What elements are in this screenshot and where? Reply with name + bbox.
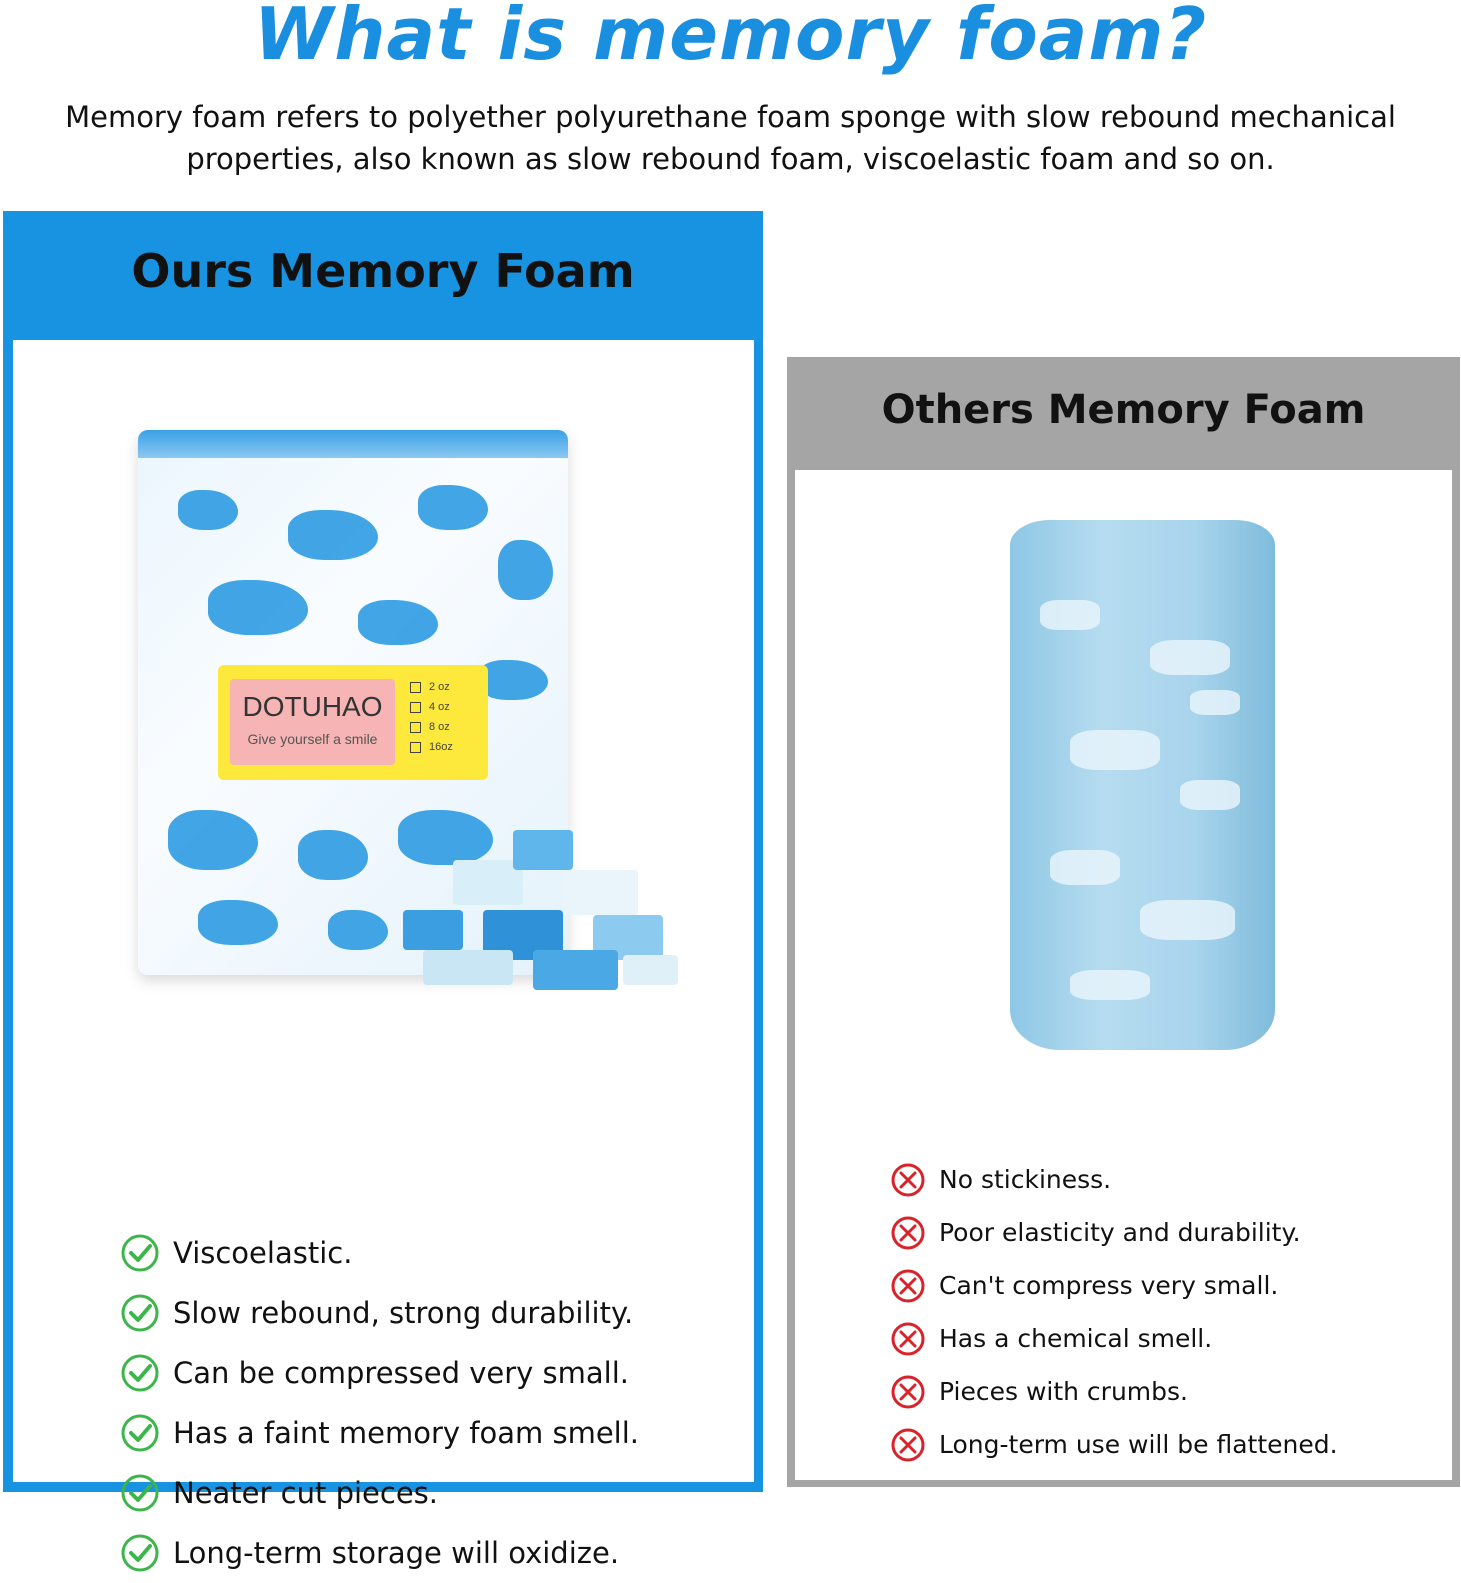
brand-name: DOTUHAO xyxy=(242,691,383,722)
others-heading: Others Memory Foam xyxy=(881,387,1366,433)
list-item xyxy=(119,1223,639,1283)
x-circle-icon xyxy=(889,1161,927,1199)
size-options xyxy=(410,677,453,757)
list-item xyxy=(889,1312,1338,1365)
list-item xyxy=(889,1153,1338,1206)
others-content xyxy=(795,470,1452,1480)
list-item xyxy=(119,1523,639,1583)
product-label xyxy=(218,665,488,780)
list-item xyxy=(889,1365,1338,1418)
drawback-text: Can't compress very small. xyxy=(939,1271,1279,1300)
drawback-text: Has a chemical smell. xyxy=(939,1324,1213,1353)
feature-text: Long-term storage will oxidize. xyxy=(173,1536,620,1570)
intro-text: Memory foam refers to polyether polyurethane foam sponge with slow rebound mechanical properties, also known as slow rebound foam, viscoelastic foam and so on. xyxy=(65,100,1396,176)
checkbox-icon xyxy=(410,722,421,733)
ours-content xyxy=(13,340,754,1570)
check-circle-icon xyxy=(119,1292,161,1334)
drawback-text: Pieces with crumbs. xyxy=(939,1377,1188,1406)
x-circle-icon xyxy=(889,1373,927,1411)
feature-text: Neater cut pieces. xyxy=(173,1476,438,1510)
foam-roll-image xyxy=(1010,520,1275,1050)
ours-panel xyxy=(3,211,763,1570)
x-circle-icon xyxy=(889,1320,927,1358)
size-option: 16oz xyxy=(429,741,453,753)
others-drawback-list xyxy=(889,1153,1338,1471)
list-item xyxy=(889,1418,1338,1471)
list-item xyxy=(119,1463,639,1523)
size-option: 2 oz xyxy=(429,681,450,693)
list-item xyxy=(889,1206,1338,1259)
drawback-text: Poor elasticity and durability. xyxy=(939,1218,1301,1247)
checkbox-icon xyxy=(410,682,421,693)
list-item xyxy=(119,1283,639,1343)
size-option: 4 oz xyxy=(429,701,450,713)
brand-tagline: Give yourself a smile xyxy=(247,731,378,747)
bag-zipper xyxy=(138,430,568,458)
feature-text: Can be compressed very small. xyxy=(173,1356,630,1390)
list-item xyxy=(889,1259,1338,1312)
x-circle-icon xyxy=(889,1267,927,1305)
feature-text: Viscoelastic. xyxy=(173,1236,353,1270)
page-title: What is memory foam? xyxy=(253,0,1208,76)
check-circle-icon xyxy=(119,1232,161,1274)
size-option: 8 oz xyxy=(429,721,450,733)
list-item xyxy=(119,1343,639,1403)
x-circle-icon xyxy=(889,1214,927,1252)
others-panel xyxy=(787,357,1460,1487)
check-circle-icon xyxy=(119,1352,161,1394)
drawback-text: No stickiness. xyxy=(939,1165,1112,1194)
x-circle-icon xyxy=(889,1426,927,1464)
feature-text: Slow rebound, strong durability. xyxy=(173,1296,634,1330)
checkbox-icon xyxy=(410,742,421,753)
feature-text: Has a faint memory foam smell. xyxy=(173,1416,640,1450)
drawback-text: Long-term use will be flattened. xyxy=(939,1430,1338,1459)
list-item xyxy=(119,1403,639,1463)
foam-pile-image xyxy=(363,800,693,1000)
ours-heading: Ours Memory Foam xyxy=(131,244,635,298)
check-circle-icon xyxy=(119,1412,161,1454)
checkbox-icon xyxy=(410,702,421,713)
check-circle-icon xyxy=(119,1532,161,1574)
check-circle-icon xyxy=(119,1472,161,1514)
ours-feature-list xyxy=(119,1223,639,1583)
